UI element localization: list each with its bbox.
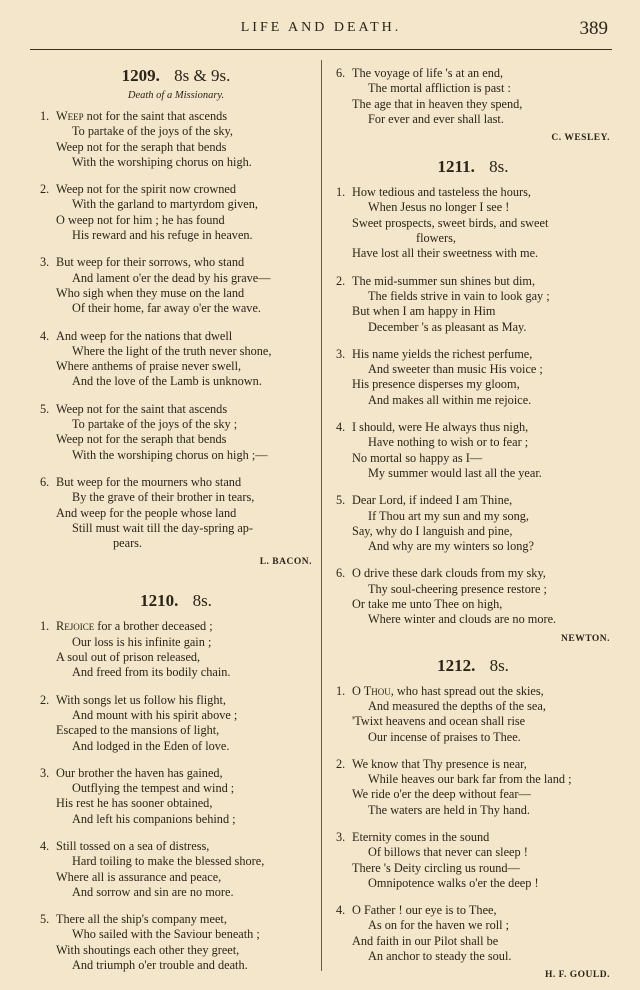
verse-line: Where anthems of praise never swell, [56,359,242,374]
hymn-number: 1209. [121,66,160,85]
stanza-number: 1. [336,185,346,200]
stanza-first-line [330,566,616,581]
verse-line: And lament o'er the dead by his grave— [72,270,271,285]
hymn-1211-body [330,185,616,627]
stanza [34,766,318,827]
stanza-first-line [34,766,318,781]
verse-line: Who sigh when they muse on the land [56,285,245,300]
verse-line: While heaves our bark far from the land ; [368,772,572,787]
stanza [34,109,318,170]
verse-line: And sorrow and sin are no more. [72,884,234,899]
stanza [330,566,616,627]
line-text: There all the ship's company meet, [56,912,227,927]
stanza [34,475,318,551]
verse-line: Who sailed with the Saviour beneath ; [72,927,260,942]
verse-line: A soul out of prison released, [56,650,201,665]
verse-line: And weep for the people whose land [56,505,237,520]
verse-line: His reward and his refuge in heaven. [72,228,253,243]
hymn-1210-heading [34,591,318,611]
verse-line: The age that in heaven they spend, [352,96,523,111]
hymn-meter: 8s & 9s. [174,66,231,85]
verse-line: My summer would last all the year. [368,465,542,480]
verse-line: And makes all within me rejoice. [368,392,532,407]
line-text: , who hast spread out the skies, [390,683,544,698]
stanza-first-line [34,255,318,270]
hymn-1212-heading [330,656,616,676]
stanza-number: 4. [40,328,50,343]
line-text: How tedious and tasteless the hours, [352,185,531,200]
stanza-number: 6. [336,66,346,80]
stanza-first-line [34,475,318,490]
verse-line: And triumph o'er trouble and death. [72,958,248,973]
stanza-first-line [330,830,616,845]
line-text: I should, were He always thus nigh, [352,420,529,435]
stanza-number: 4. [336,903,346,918]
page-header [30,18,612,44]
hymn-1211-heading [330,157,616,177]
line-text: But weep for the mourners who stand [56,474,242,489]
stanza [34,329,318,390]
column-divider [321,60,322,971]
verse-line: Hard toiling to make the blessed shore, [72,854,265,869]
line-text: But weep for their sorrows, who stand [56,255,245,270]
stanza-number: 3. [40,765,50,780]
stanza-first-line [330,420,616,435]
stanza-first-line [34,182,318,197]
verse-line: As on for the haven we roll ; [368,918,510,933]
stanza-first-line [34,329,318,344]
hymn-1209-heading [34,66,318,86]
stanza [330,420,616,481]
verse-line: And measured the depths of the sea, [368,698,546,713]
verse-line: December 's as pleasant as May. [368,319,527,334]
verse-line: And lodged in the Eden of love. [72,738,230,753]
stanza-number: 4. [40,838,50,853]
verse-line: Our loss is his infinite gain ; [72,634,212,649]
verse-line: The waters are held in Thy hand. [368,802,530,817]
stanza-first-line [330,347,616,362]
stanza [34,839,318,900]
verse-line: Thy soul-cheering presence restore ; [368,581,547,596]
stanza-first-line [34,839,318,854]
stanza-number: 5. [40,401,50,416]
line-text: The mid-summer sun shines but dim, [352,273,536,288]
verse-line: With the worshiping chorus on high ;— [72,447,268,462]
verse-line: Weep not for the seraph that bends [56,139,227,154]
verse-line: Have nothing to wish or to fear ; [368,435,529,450]
stanza-first-line [330,66,616,81]
verse-line: When Jesus no longer I see ! [368,200,510,215]
stanza-first-line [330,903,616,918]
stanza [330,830,616,891]
verse-line: The fields strive in vain to look gay ; [368,288,550,303]
line-text: The voyage of life 's at an end, [352,66,504,80]
initial-word: Rejoice [56,619,95,634]
right-column [330,66,616,990]
hymn-subtitle: Death of a Missionary. [127,90,225,101]
verse-line: To partake of the joys of the sky ; [72,417,238,432]
stanza-number: 5. [336,493,346,508]
hymn-number: 1211. [437,157,475,177]
stanza-number: 2. [40,692,50,707]
verse-line: flowers, [416,231,456,246]
hymn-author: H. F. GOULD. [544,970,610,981]
line-text: not for the saint that ascends [83,109,228,123]
line-text: We know that Thy presence is near, [352,756,527,771]
line-text: Eternity comes in the sound [352,829,490,844]
hymn-meter: 8s. [192,591,212,611]
left-column [34,58,318,985]
line-text: Still tossed on a sea of distress, [56,838,210,853]
verse-line: There 's Deity circling us round— [352,860,520,875]
verse-line: Say, why do I languish and pine, [352,523,513,538]
page-number: 389 [579,18,608,39]
verse-line: And the love of the Lamb is unknown. [72,374,262,389]
stanza [34,912,318,973]
verse-line-continuation: pears. [113,536,143,551]
verse-line: Still must wait till the day-spring ap- [72,520,254,535]
line-text: Weep not for the saint that ascends [56,401,228,416]
line-text: Our brother the haven has gained, [56,765,223,780]
verse-line: Sweet prospects, sweet birds, and sweet [352,215,549,230]
stanza-first-line [330,684,616,699]
line-text: for a brother deceased ; [94,619,213,634]
line-text: Dear Lord, if indeed I am Thine, [352,493,513,508]
stanza-number: 4. [336,420,346,435]
hymn-author: C. WESLEY. [551,133,610,144]
hymn-1209-continued-body [330,66,616,127]
stanza [330,347,616,408]
stanza-number: 1. [40,109,50,123]
hymn-number: 1212. [437,655,476,675]
verse-line: His presence disperses my gloom, [352,377,520,392]
verse-line: No mortal so happy as I— [352,450,483,465]
verse-line: And freed from its bodily chain. [72,665,231,680]
verse-line: His rest he has sooner obtained, [56,796,213,811]
hymn-1209-body [34,109,318,551]
stanza-first-line [330,185,616,200]
stanza [34,619,318,680]
verse-line: O weep not for him ; he has found [56,212,225,227]
stanza-number: 6. [40,474,50,489]
stanza [330,66,616,127]
verse-line: Have lost all their sweetness with me. [352,246,539,261]
verse-line: Our incense of praises to Thee. [368,729,521,744]
verse-line: We ride o'er the deep without fear— [352,787,531,802]
verse-line: Of their home, far away o'er the wave. [72,301,261,316]
line-text: Weep not for the spirit now crowned [56,182,236,197]
verse-line: With the worshiping chorus on high. [72,154,252,169]
verse-line: Where all is assurance and peace, [56,869,222,884]
line-text: His name yields the richest perfume, [352,346,533,361]
stanza-first-line [330,757,616,772]
stanza-number: 2. [336,273,346,288]
line-text: And weep for the nations that dwell [56,328,233,343]
stanza-number: 1. [336,683,346,698]
verse-line: By the grave of their brother in tears, [72,490,255,505]
stanza-first-line [34,402,318,417]
stanza-first-line [34,109,318,124]
verse-line: And mount with his spirit above ; [72,707,238,722]
verse-line: With shoutings each other they greet, [56,942,240,957]
verse-line: The mortal affliction is past : [368,81,511,96]
stanza-number: 1. [40,619,50,634]
stanza [330,493,616,554]
hymn-meter: 8s. [489,157,509,177]
stanza-number: 2. [40,182,50,197]
verse-line: And left his companions behind ; [72,811,236,826]
stanza-first-line [330,493,616,508]
stanza-first-line [34,619,318,634]
stanza-first-line [330,274,616,289]
stanza-number: 5. [40,912,50,927]
verse-line: Weep not for the seraph that bends [56,432,227,447]
verse-line: Where the light of the truth never shone, [72,343,272,358]
hymn-number: 1210. [140,591,179,611]
verse-line: And faith in our Pilot shall be [352,933,499,948]
stanza [330,903,616,964]
hymn-1210-body [34,619,318,973]
hymn-1212-body [330,684,616,965]
hymn-author: NEWTON. [561,633,610,644]
verse-line: Of billows that never can sleep ! [368,845,528,860]
stanza-number: 3. [336,829,346,844]
running-head: LIFE AND DEATH. [240,20,402,35]
verse-line: For ever and ever shall last. [368,111,504,126]
stanza-first-line [34,693,318,708]
verse-line: But when I am happy in Him [352,304,496,319]
stanza-number: 2. [336,756,346,771]
verse-line: And why are my winters so long? [368,539,534,554]
verse-line: Escaped to the mansions of light, [56,723,220,738]
verse-line: Where winter and clouds are no more. [368,612,557,627]
initial-word: O Thou [352,683,391,698]
stanza-number: 6. [336,566,346,581]
line-text: O Father ! our eye is to Thee, [352,903,497,918]
verse-line: And sweeter than music His voice ; [368,362,543,377]
hymn-meter: 8s. [489,655,509,675]
stanza [34,402,318,463]
header-rule [30,49,612,50]
verse-line: Omnipotence walks o'er the deep ! [368,875,539,890]
verse-line: Outflying the tempest and wind ; [72,781,235,796]
verse-line: If Thou art my sun and my song, [368,508,529,523]
stanza [330,757,616,818]
verse-line: To partake of the joys of the sky, [72,124,233,139]
stanza [34,693,318,754]
line-text: With songs let us follow his flight, [56,692,226,707]
verse-line: An anchor to steady the soul. [368,949,512,964]
stanza [330,185,616,261]
stanza [330,684,616,745]
verse-line: 'Twixt heavens and ocean shall rise [352,714,526,729]
stanza [34,255,318,316]
verse-line: Or take me unto Thee on high, [352,597,503,612]
hymn-author: L. BACON. [259,557,312,568]
stanza [34,182,318,243]
line-text: O drive these dark clouds from my sky, [352,566,546,581]
stanza-first-line [34,912,318,927]
verse-line: With the garland to martyrdom given, [72,197,258,212]
stanza-number: 3. [40,255,50,270]
stanza-number: 3. [336,346,346,361]
stanza [330,274,616,335]
initial-word: Weep [56,109,84,123]
